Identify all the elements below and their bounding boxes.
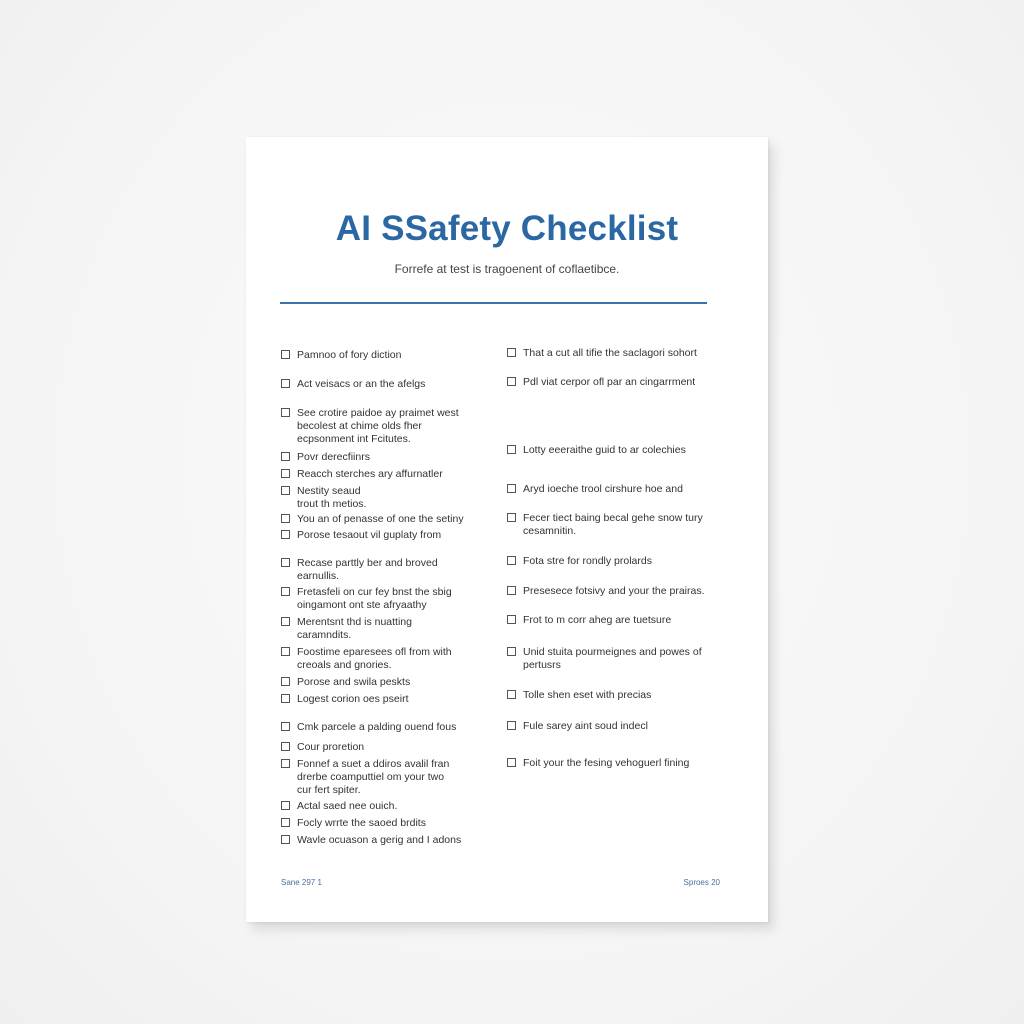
checkbox[interactable] (281, 558, 290, 567)
checklist-item[interactable] (281, 557, 481, 583)
checklist-item-label: Focly wrrte the saoed brdits (297, 817, 426, 829)
checklist-item-label: Fule sarey aint soud indecl (523, 720, 648, 732)
checklist-item[interactable] (507, 444, 727, 457)
checklist-item[interactable] (281, 676, 481, 689)
checklist-item[interactable] (507, 720, 727, 733)
checklist-item[interactable] (281, 721, 481, 734)
checkbox[interactable] (281, 694, 290, 703)
checklist-item-label: Pdl viat cerpor ofl par an cingarrment (523, 376, 696, 388)
checkbox[interactable] (281, 350, 290, 359)
checklist-item[interactable] (281, 616, 481, 642)
checkbox[interactable] (507, 721, 516, 730)
checklist-item-label: Fecer tiect baing becal gehe snow tury cesamnitin. (523, 512, 703, 537)
checkbox[interactable] (281, 379, 290, 388)
checklist-item[interactable] (281, 529, 481, 542)
checkbox[interactable] (281, 514, 290, 523)
checkbox[interactable] (281, 722, 290, 731)
checklist-item[interactable] (281, 451, 481, 464)
checklist-item-label: Porose tesaout vil guplaty from (297, 529, 442, 541)
checklist-item[interactable] (281, 349, 481, 362)
checkbox[interactable] (281, 452, 290, 461)
checklist-item[interactable] (281, 586, 481, 612)
checklist-item-label: Nestity seaud trout th metios. (297, 485, 367, 510)
checklist-item[interactable] (281, 693, 481, 706)
checklist-item-label: Pamnoo of fory diction (297, 349, 402, 361)
checkbox[interactable] (281, 530, 290, 539)
checklist-item-label: Povr derecfiinrs (297, 451, 370, 463)
checklist-item-label: Logest corion oes pseirt (297, 693, 409, 705)
checklist-item-label: That a cut all tifie the saclagori sohort (523, 347, 697, 359)
checklist-item-label: Merentsnt thd is nuatting caramndits. (297, 616, 412, 641)
checklist-item[interactable] (507, 512, 727, 538)
checklist-item[interactable] (507, 614, 727, 627)
footer-left: Sane 297 1 (281, 878, 322, 887)
checkbox[interactable] (507, 377, 516, 386)
checklist-item-label: See crotire paidoe ay praimet west becolest at chime olds fher ecpsonment int Fcitutes. (297, 407, 459, 445)
checkbox[interactable] (281, 759, 290, 768)
checklist-item-label: Aryd ioeche trool cirshure hoe and (523, 483, 683, 495)
checkbox[interactable] (507, 647, 516, 656)
checklist-item[interactable] (281, 468, 481, 481)
checklist-item[interactable] (507, 376, 727, 389)
checkbox[interactable] (507, 586, 516, 595)
checklist-item[interactable] (281, 378, 481, 391)
checklist-item-label: Cmk parcele a palding ouend fous (297, 721, 457, 733)
checklist-item-label: Unid stuita pourmeignes and powes of pertusrs (523, 646, 702, 671)
page-subtitle: Forrefe at test is tragoenent of coflaetibce. (394, 262, 620, 276)
checkbox[interactable] (281, 742, 290, 751)
checklist-item[interactable] (281, 800, 481, 813)
checklist-item[interactable] (281, 834, 481, 847)
checkbox[interactable] (507, 690, 516, 699)
checkbox[interactable] (281, 587, 290, 596)
checklist-item[interactable] (281, 646, 481, 672)
checkbox[interactable] (281, 818, 290, 827)
checklist-item-label: Fota stre for rondly prolards (523, 555, 652, 567)
title-divider (280, 302, 707, 304)
checklist-item-label: Tolle shen eset with precias (523, 689, 652, 701)
checklist-item[interactable] (507, 585, 727, 598)
checklist-item-label: Cour proretion (297, 741, 365, 753)
checklist-item-label: Reacch sterches ary affurnatler (297, 468, 443, 480)
checkbox[interactable] (507, 445, 516, 454)
checklist-item[interactable] (507, 555, 727, 568)
checklist-item-label: Foit your the fesing vehoguerl fining (523, 757, 690, 769)
checklist-item-label: Fonnef a suet a ddiros avalil fran drerbe coamputtiel om your two cur fert spiter. (297, 758, 450, 796)
checklist-item-label: Actal saed nee ouich. (297, 800, 398, 812)
checklist-item-label: Foostime eparesees ofl from with creoals and gnories. (297, 646, 452, 671)
checklist-item-label: Presesece fotsivy and your the prairas. (523, 585, 705, 597)
checklist-item-label: Porose and swila peskts (297, 676, 411, 688)
checkbox[interactable] (281, 647, 290, 656)
checklist-item-label: You an of penasse of one the setiny (297, 513, 464, 525)
footer-right: Sproes 20 (683, 878, 720, 887)
checkbox[interactable] (281, 617, 290, 626)
checklist-item[interactable] (507, 483, 727, 496)
checklist-item[interactable] (281, 741, 481, 754)
checklist-item[interactable] (507, 757, 727, 770)
checklist-item-label: Fretasfeli on cur fey bnst the sbig oingamont ont ste afryaathy (297, 586, 452, 611)
checklist-item-label: Act veisacs or an the afelgs (297, 378, 426, 390)
checklist-item[interactable] (281, 513, 481, 526)
checklist-item-label: Lotty eeeraithe guid to ar colechies (523, 444, 686, 456)
checklist-item-label: Wavle ocuason a gerig and I adons (297, 834, 462, 846)
checklist-item[interactable] (507, 689, 727, 702)
checkbox[interactable] (507, 758, 516, 767)
checkbox[interactable] (281, 677, 290, 686)
checklist-sheet (246, 137, 768, 922)
checkbox[interactable] (281, 835, 290, 844)
page-title: AI SSafety Checklist (335, 209, 679, 248)
checkbox[interactable] (507, 348, 516, 357)
checkbox[interactable] (281, 469, 290, 478)
checkbox[interactable] (507, 484, 516, 493)
checklist-item[interactable] (507, 347, 727, 360)
checkbox[interactable] (281, 801, 290, 810)
checklist-item[interactable] (281, 817, 481, 830)
checkbox[interactable] (281, 408, 290, 417)
checkbox[interactable] (507, 556, 516, 565)
checklist-item[interactable] (507, 646, 727, 672)
checkbox[interactable] (507, 615, 516, 624)
checklist-item-label: Frot to m corr aheg are tuetsure (523, 614, 672, 626)
checklist-item[interactable] (281, 758, 481, 797)
checklist-item[interactable] (281, 485, 481, 511)
checkbox[interactable] (281, 486, 290, 495)
checklist-item[interactable] (281, 407, 481, 446)
checkbox[interactable] (507, 513, 516, 522)
checklist-item-label: Recase parttly ber and broved earnullis. (297, 557, 438, 582)
